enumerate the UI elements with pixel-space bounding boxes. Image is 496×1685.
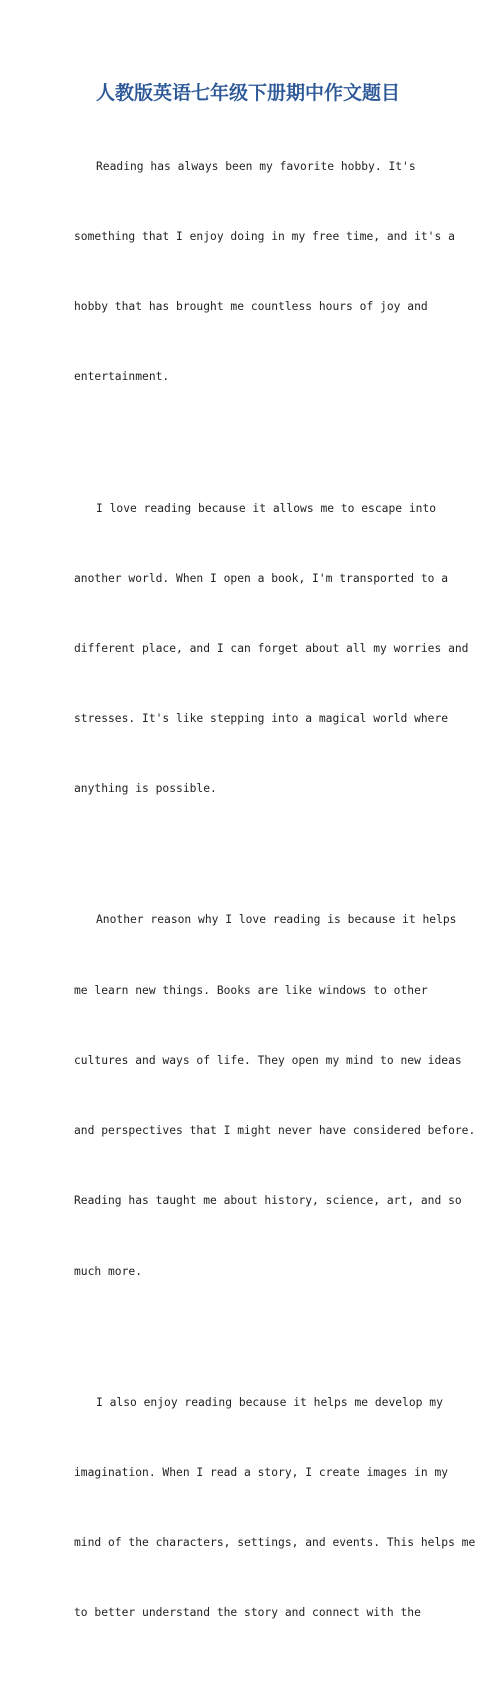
paragraph-4	[74, 1344, 476, 1672]
paragraph-line: to better understand the story and connect with the	[74, 1606, 421, 1620]
paragraph-line: stresses. It's like stepping into a magical world where	[74, 712, 449, 726]
document-body	[74, 108, 476, 1685]
paragraph-line: anything is possible.	[74, 782, 217, 796]
paragraph-3	[74, 862, 476, 1330]
paragraph-line: cultures and ways of life. They open my mind to new ideas	[74, 1053, 462, 1067]
paragraph-line: I love reading because it allows me to escape into	[96, 501, 437, 515]
paragraph-line: Reading has taught me about history, science, art, and so	[74, 1194, 462, 1208]
document-title: 人教版英语七年级下册期中作文题目	[95, 82, 400, 104]
paragraph-line: and perspectives that I might never have considered before.	[74, 1124, 476, 1138]
paragraph-line: I also enjoy reading because it helps me develop my	[96, 1395, 443, 1409]
paragraph-2	[74, 450, 469, 848]
paragraph-line: Reading has always been my favorite hobby. It's	[96, 159, 416, 173]
paragraph-line: imagination. When I read a story, I create images in my	[74, 1465, 449, 1479]
paragraph-line: different place, and I can forget about all my worries and	[74, 641, 469, 655]
paragraph-line: another world. When I open a book, I'm transported to a	[74, 571, 449, 585]
paragraph-line: Another reason why I love reading is because it helps	[96, 913, 457, 927]
paragraph-1	[74, 108, 455, 436]
paragraph-line: something that I enjoy doing in my free time, and it's a	[74, 230, 455, 244]
paragraph-line: entertainment.	[74, 370, 170, 384]
paragraph-line: me learn new things. Books are like windows to other	[74, 983, 428, 997]
paragraph-line: mind of the characters, settings, and events. This helps me	[74, 1535, 476, 1549]
paragraph-line: hobby that has brought me countless hours of joy and	[74, 300, 428, 314]
paragraph-line: much more.	[74, 1264, 143, 1278]
